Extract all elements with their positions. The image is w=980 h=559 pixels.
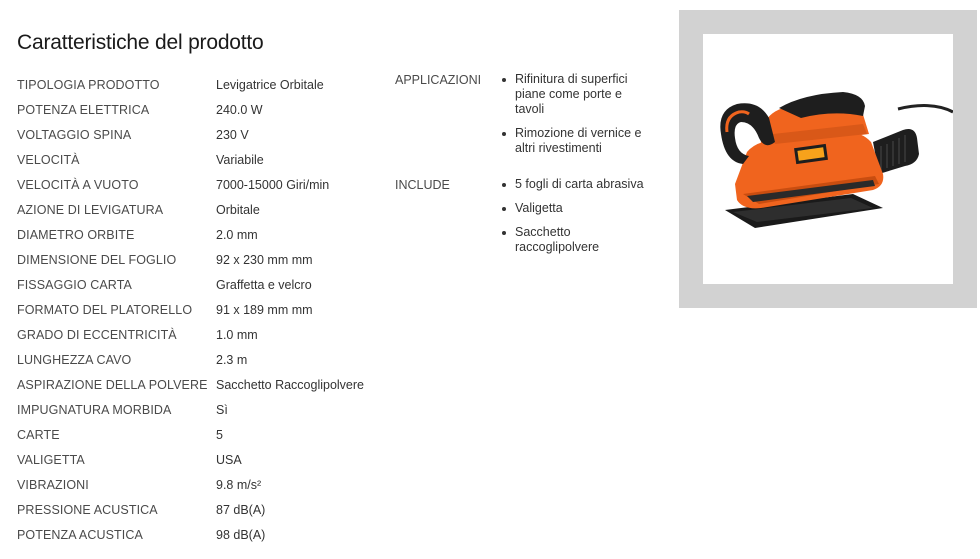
spec-row [17,372,387,397]
spec-value: 87 dB(A) [216,502,266,517]
spec-value: 9.8 m/s² [216,477,262,492]
spec-row [17,247,387,272]
spec-label: AZIONE DI LEVIGATURA [17,202,164,217]
spec-value: 91 x 189 mm mm [216,302,313,317]
bullet-icon [502,78,506,82]
list-item [499,126,644,156]
bullet-icon [502,183,506,187]
extra-specs [395,72,665,276]
spec-row [17,197,387,222]
spec-row [17,272,387,297]
spec-label: POTENZA ELETTRICA [17,102,150,117]
spec-label: POTENZA ACUSTICA [17,527,143,542]
orbital-sander-image [703,34,953,284]
list-item-text: Rimozione di vernice e altri rivestimenti [515,126,642,155]
spec-label: CARTE [17,427,60,442]
spec-label: FISSAGGIO CARTA [17,277,132,292]
applicazioni-group [395,72,665,165]
spec-label: GRADO DI ECCENTRICITÀ [17,327,177,342]
spec-label: VALIGETTA [17,452,85,467]
spec-value: 5 [216,427,223,442]
page-title: Caratteristiche del prodotto [17,31,264,54]
spec-value: USA [216,452,242,467]
spec-label: PRESSIONE ACUSTICA [17,502,158,517]
spec-row [17,97,387,122]
spec-row [17,497,387,522]
spec-label: TIPOLOGIA PRODOTTO [17,77,160,92]
spec-value: Sì [216,402,228,417]
include-group [395,177,665,264]
spec-value: 92 x 230 mm mm [216,252,313,267]
spec-label: FORMATO DEL PLATORELLO [17,302,193,317]
spec-label: VIBRAZIONI [17,477,89,492]
spec-row [17,422,387,447]
spec-value: 240.0 W [216,102,263,117]
spec-row [17,297,387,322]
list-item-text: Rifinitura di superfici piane come porte e tavoli [515,72,628,116]
spec-label: VOLTAGGIO SPINA [17,127,132,142]
applicazioni-list [499,72,644,165]
spec-row [17,222,387,247]
bullet-icon [502,207,506,211]
spec-row [17,122,387,147]
spec-value: 230 V [216,127,249,142]
spec-row [17,322,387,347]
spec-value: 1.0 mm [216,327,258,342]
spec-row [17,397,387,422]
include-list [499,177,644,264]
spec-label: ASPIRAZIONE DELLA POLVERE [17,377,208,392]
spec-row [17,147,387,172]
list-item-text: 5 fogli di carta abrasiva [515,177,644,191]
spec-label: IMPUGNATURA MORBIDA [17,402,172,417]
spec-value: 2.0 mm [216,227,258,242]
spec-label: VELOCITÀ [17,152,80,167]
spec-row [17,72,387,97]
spec-row [17,347,387,372]
spec-value: 7000-15000 Giri/min [216,177,330,192]
list-item [499,201,644,216]
spec-value: Sacchetto Raccoglipolvere [216,377,364,392]
spec-value: Graffetta e velcro [216,277,312,292]
spec-row [17,472,387,497]
spec-row [17,522,387,547]
include-label: INCLUDE [395,178,450,192]
list-item [499,225,644,255]
list-item [499,177,644,192]
spec-value: Levigatrice Orbitale [216,77,324,92]
spec-value: Orbitale [216,202,260,217]
spec-label: LUNGHEZZA CAVO [17,352,132,367]
bullet-icon [502,231,506,235]
spec-row [17,172,387,197]
product-image[interactable] [703,34,953,284]
spec-label: DIMENSIONE DEL FOGLIO [17,252,177,267]
list-item-text: Valigetta [515,201,563,215]
bullet-icon [502,132,506,136]
spec-label: DIAMETRO ORBITE [17,227,135,242]
spec-value: Variabile [216,152,264,167]
specs-table [17,72,387,547]
spec-label: VELOCITÀ A VUOTO [17,177,139,192]
spec-row [17,447,387,472]
spec-value: 2.3 m [216,352,248,367]
list-item [499,72,644,117]
product-image-frame[interactable] [679,10,977,308]
list-item-text: Sacchetto raccoglipolvere [515,225,600,254]
applicazioni-label: APPLICAZIONI [395,73,482,87]
spec-value: 98 dB(A) [216,527,266,542]
